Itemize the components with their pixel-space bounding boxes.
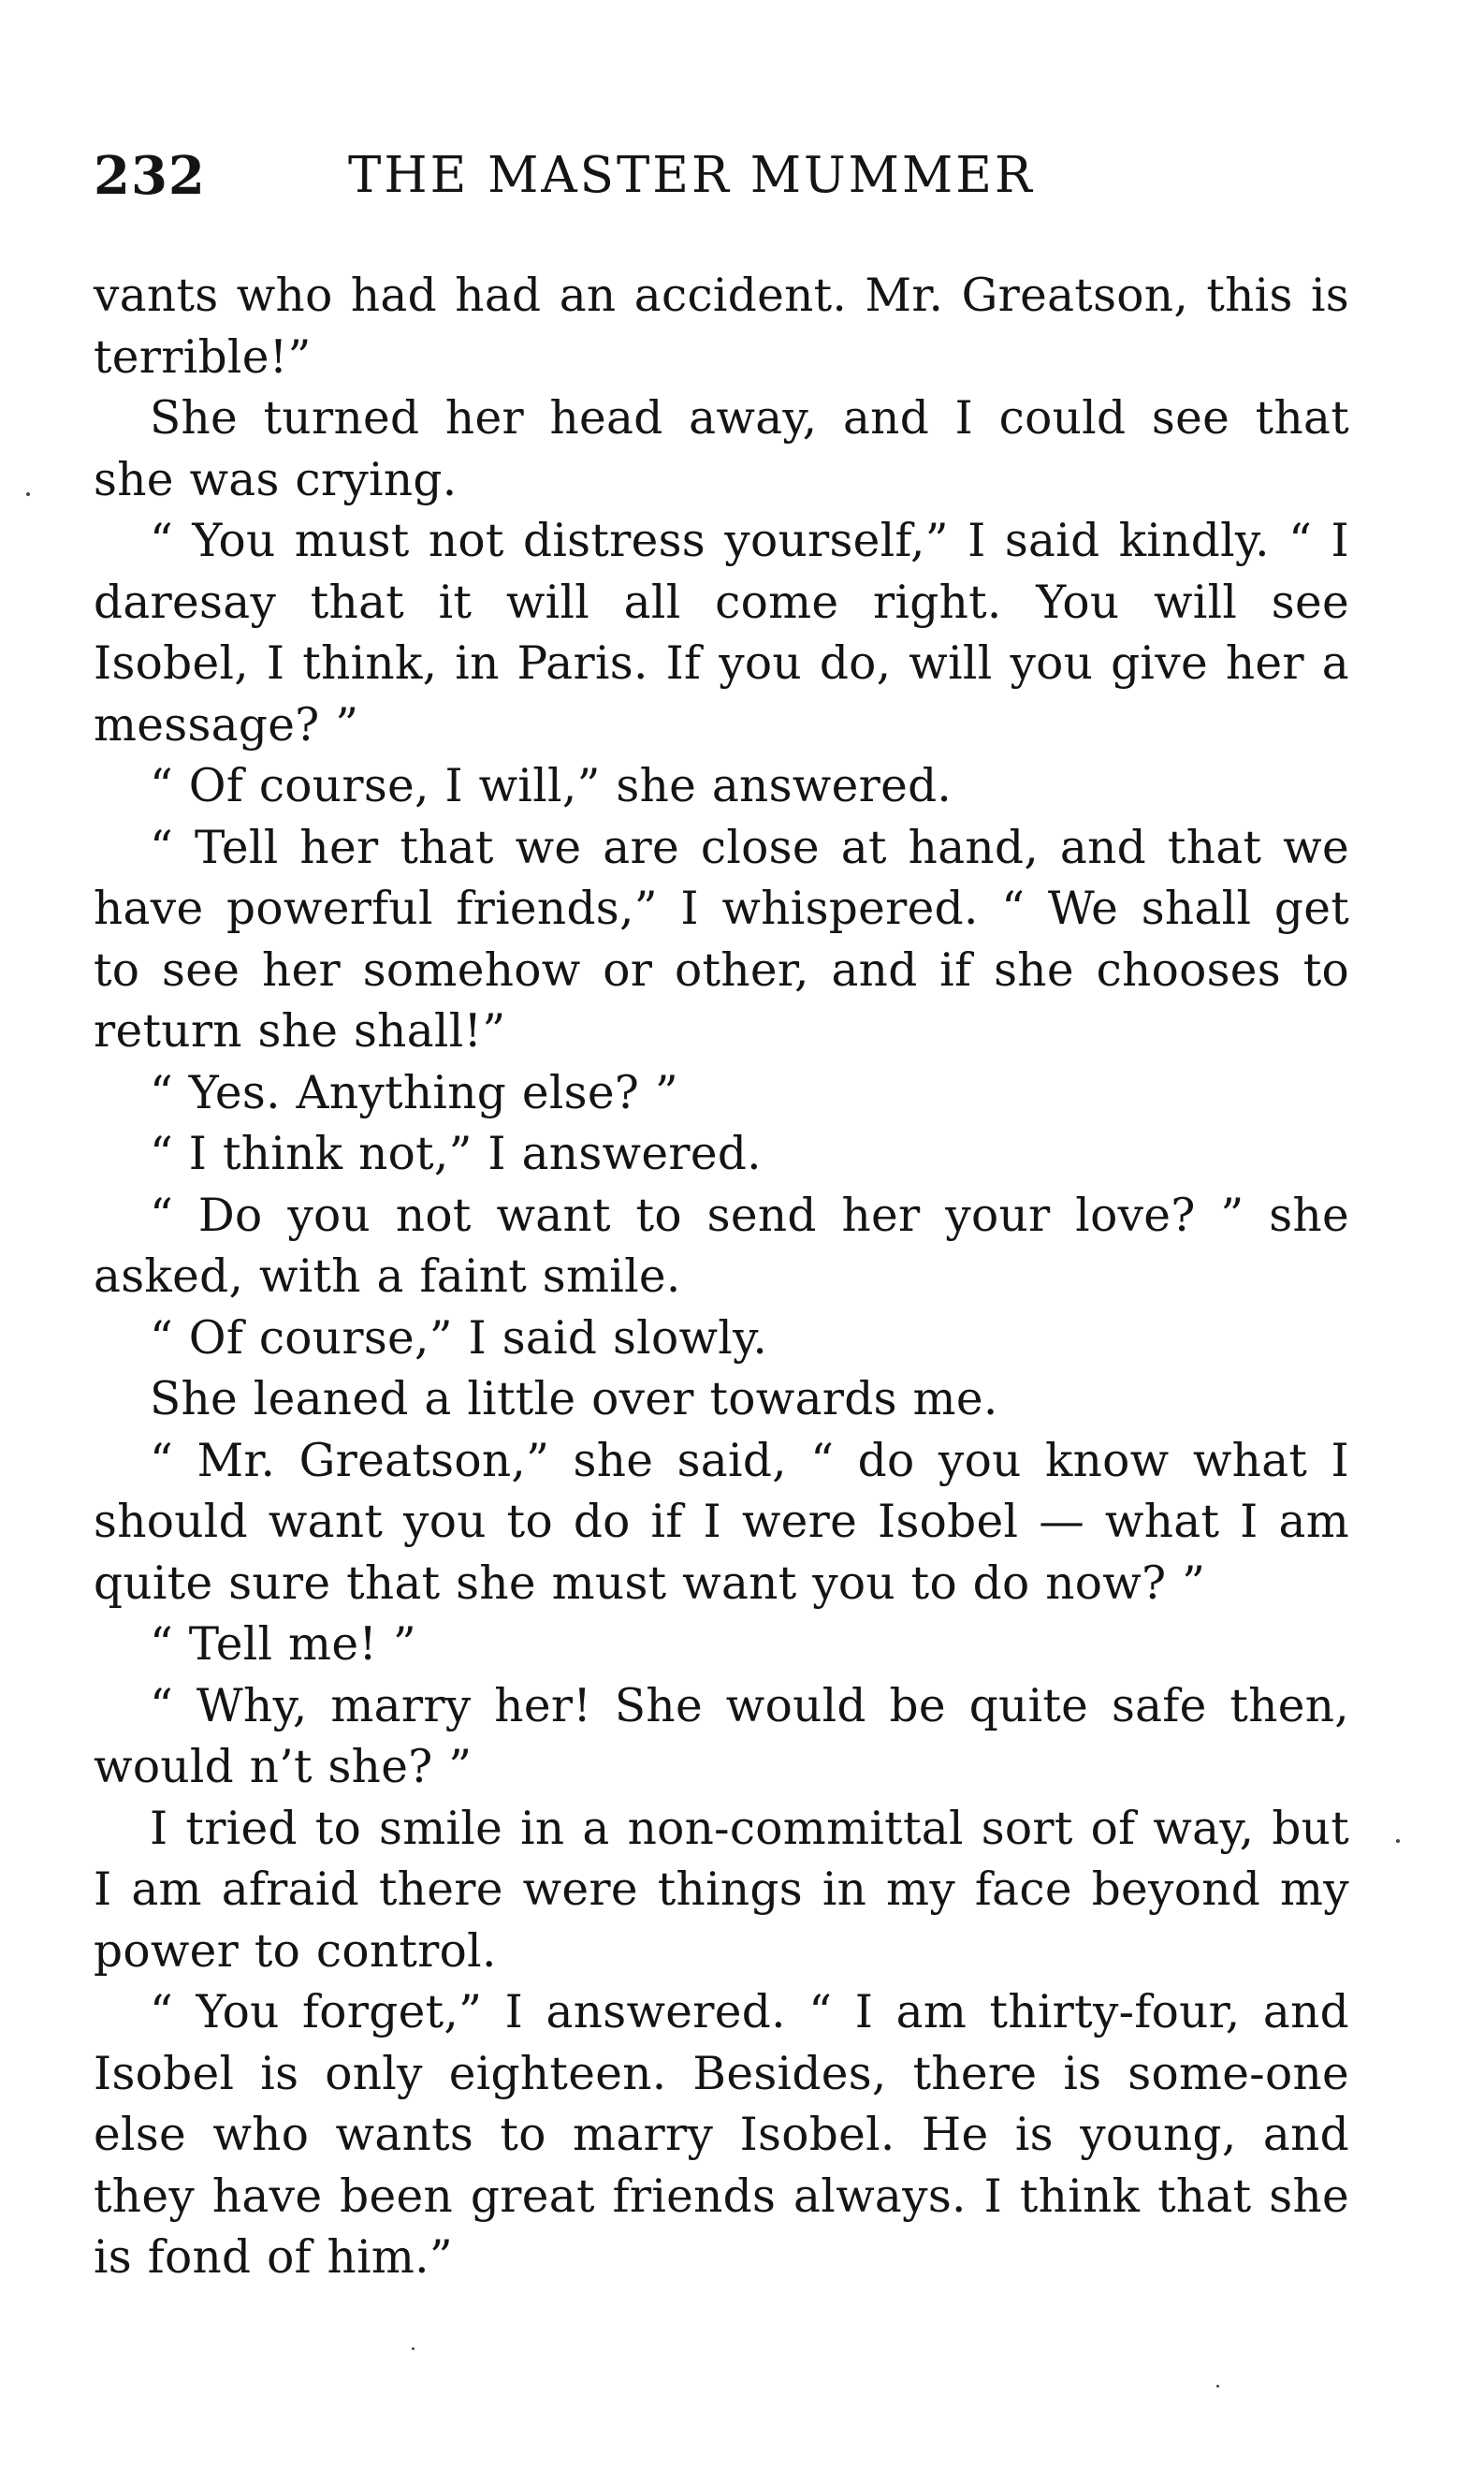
scan-speck bbox=[26, 492, 30, 496]
paragraph-9: “ Of course,” I said slowly. bbox=[150, 1311, 768, 1365]
paragraph-7: “ I think not,” I answered. bbox=[150, 1128, 762, 1180]
paragraph-13: “ Why, marry her! She would be quite safe then, would n’t she? ” bbox=[94, 1679, 1349, 1793]
paragraph-12: “ Tell me! ” bbox=[150, 1618, 416, 1671]
body-text bbox=[94, 266, 1349, 2289]
paragraph-5: “ Tell her that we are close at hand, and that we have powerful friends,” I whispered. “ We shall get to see her somehow or other, and if she chooses to return she shall!” bbox=[94, 821, 1349, 1058]
page-header bbox=[94, 139, 1366, 213]
paragraph-1: vants who had had an accident. Mr. Greatson, this is terrible!” bbox=[94, 270, 1349, 384]
paragraph-8: “ Do you not want to send her your love? ” she asked, with a faint smile. bbox=[94, 1189, 1349, 1303]
paragraph-15: “ You forget,” I answered. “ I am thirty-four, and Isobel is only eighteen. Besides, there is some-one else who wants to marry Isobel. He is young, and they have been great friends always. I think that she is fond of him.” bbox=[94, 1986, 1349, 2284]
paragraph-3: “ You must not distress yourself,” I said kindly. “ I daresay that it will all come right. You will see Isobel, I think, in Paris. If you do, will you give her a message? ” bbox=[94, 515, 1349, 752]
paragraph-14: I tried to smile in a non-committal sort of way, but I am afraid there were things in my face beyond my power to control. bbox=[94, 1802, 1349, 1978]
scan-speck bbox=[412, 2347, 415, 2350]
scan-speck bbox=[1396, 1839, 1400, 1843]
paragraph-2: She turned her head away, and I could see that she was crying. bbox=[94, 392, 1349, 506]
paragraph-4: “ Of course, I will,” she answered. bbox=[150, 760, 953, 812]
running-title: THE MASTER MUMMER bbox=[348, 147, 1035, 204]
page-number: 232 bbox=[94, 145, 206, 207]
paragraph-6: “ Yes. Anything else? ” bbox=[150, 1066, 678, 1119]
paragraph-11: “ Mr. Greatson,” she said, “ do you know what I should want you to do if I were Isobel — what I am quite sure that she must want you to do now? ” bbox=[94, 1434, 1349, 1610]
paragraph-10: She leaned a little over towards me. bbox=[150, 1373, 998, 1425]
scan-speck bbox=[1216, 2385, 1219, 2388]
